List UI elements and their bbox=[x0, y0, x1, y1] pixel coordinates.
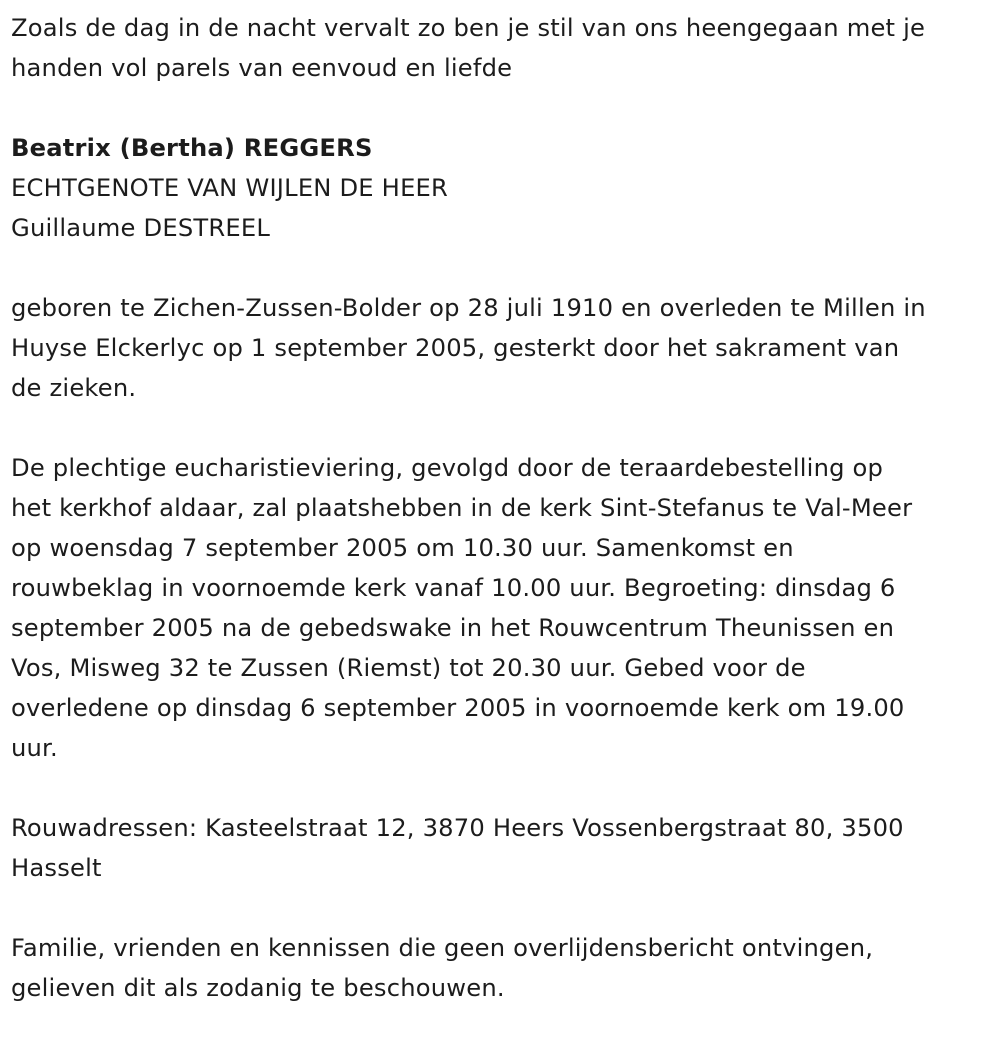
ceremony-paragraph bbox=[11, 448, 991, 768]
deceased-info bbox=[11, 128, 991, 248]
paragraph-line: rouwbeklag in voornoemde kerk vanaf 10.00 uur. Begroeting: dinsdag 6 bbox=[11, 574, 896, 602]
intro-line: handen vol parels van eenvoud en liefde bbox=[11, 54, 513, 82]
paragraph-line: de zieken. bbox=[11, 374, 137, 402]
spacer bbox=[11, 768, 991, 808]
spacer bbox=[11, 888, 991, 928]
addresses-paragraph bbox=[11, 808, 991, 888]
paragraph-line: Familie, vrienden en kennissen die geen overlijdensbericht ontvingen, bbox=[11, 934, 874, 962]
paragraph-line: uur. bbox=[11, 734, 58, 762]
spacer bbox=[11, 248, 991, 288]
paragraph-line: Hasselt bbox=[11, 854, 102, 882]
paragraph-line: geboren te Zichen-Zussen-Bolder op 28 juli 1910 en overleden te Millen in bbox=[11, 294, 926, 322]
paragraph-line: gelieven dit als zodanig te beschouwen. bbox=[11, 974, 505, 1002]
spacer bbox=[11, 88, 991, 128]
spacer bbox=[11, 408, 991, 448]
spouse-title: ECHTGENOTE VAN WIJLEN DE HEER bbox=[11, 174, 449, 202]
paragraph-line: overledene op dinsdag 6 september 2005 in voornoemde kerk om 19.00 bbox=[11, 694, 905, 722]
intro-line: Zoals de dag in de nacht vervalt zo ben je stil van ons heengegaan met je bbox=[11, 14, 926, 42]
paragraph-line: De plechtige eucharistieviering, gevolgd door de teraardebestelling op bbox=[11, 454, 884, 482]
birth-death-paragraph bbox=[11, 288, 991, 408]
paragraph-line: Huyse Elckerlyc op 1 september 2005, gesterkt door het sakrament van bbox=[11, 334, 900, 362]
intro-verse bbox=[11, 8, 991, 88]
paragraph-line: Rouwadressen: Kasteelstraat 12, 3870 Heers Vossenbergstraat 80, 3500 bbox=[11, 814, 904, 842]
paragraph-line: op woensdag 7 september 2005 om 10.30 uur. Samenkomst en bbox=[11, 534, 794, 562]
paragraph-line: september 2005 na de gebedswake in het Rouwcentrum Theunissen en bbox=[11, 614, 895, 642]
paragraph-line: Vos, Misweg 32 te Zussen (Riemst) tot 20.30 uur. Gebed voor de bbox=[11, 654, 806, 682]
obituary-notice bbox=[11, 8, 991, 1008]
closing-paragraph bbox=[11, 928, 991, 1008]
deceased-name: Beatrix (Bertha) REGGERS bbox=[11, 134, 373, 162]
paragraph-line: het kerkhof aldaar, zal plaatshebben in de kerk Sint-Stefanus te Val-Meer bbox=[11, 494, 913, 522]
spouse-name: Guillaume DESTREEL bbox=[11, 214, 270, 242]
